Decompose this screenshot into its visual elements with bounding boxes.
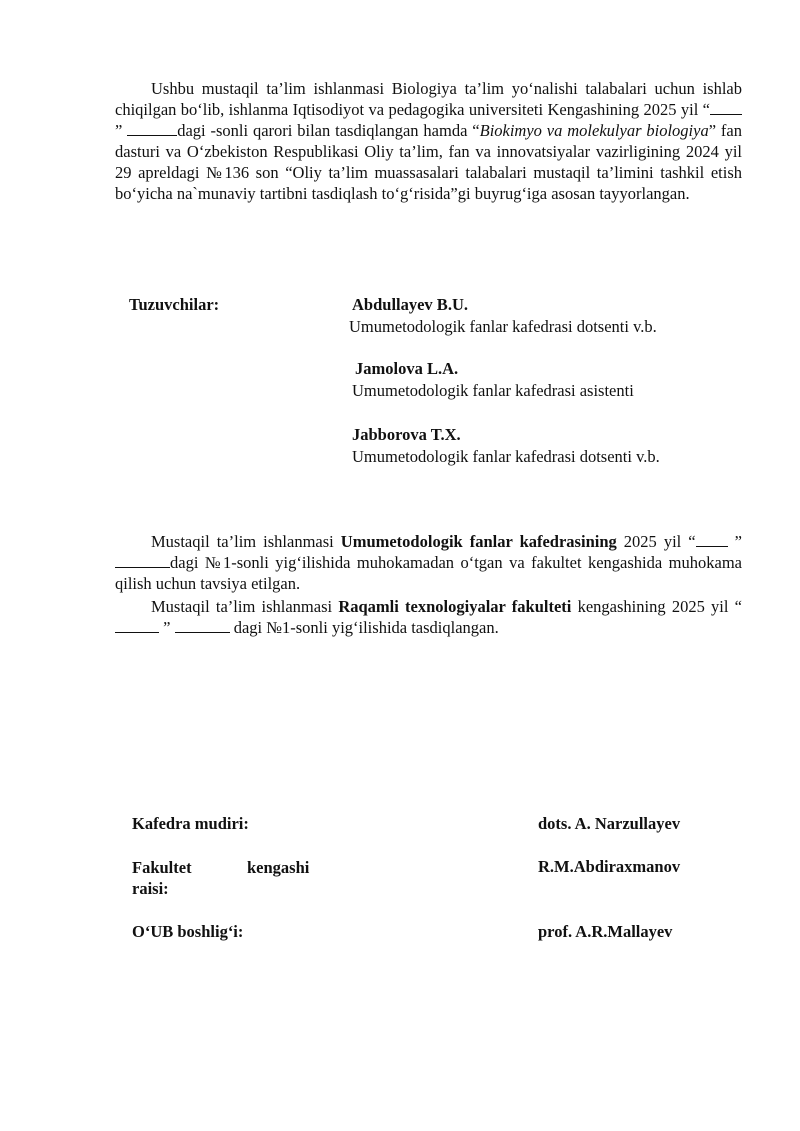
discussion-text-1: Mustaqil ta’lim ishlanmasi xyxy=(151,532,341,551)
month-blank xyxy=(175,618,230,633)
approval-text-4: dagi №1-sonli yig‘ilishida tasdiqlangan. xyxy=(229,618,499,637)
month-blank xyxy=(115,553,170,568)
authors-label: Tuzuvchilar: xyxy=(129,295,220,314)
author-role-1: Umumetodologik fanlar kafedrasi dotsenti v.b. xyxy=(349,317,657,336)
discussion-text-4: dagi №1-sonli yig‘ilishida muhokamadan o‘tgan va fakultet kengashida muhokama qilish uchun tavsiya etilgan. xyxy=(115,553,742,593)
author-name-2: Jamolova L.A. xyxy=(355,359,459,378)
intro-text-2: ” xyxy=(115,121,128,140)
course-name: Biokimyo va molekulyar biologiya xyxy=(479,121,709,140)
council-label-word-1: Fakultet xyxy=(132,858,192,877)
discussion-text-3: ” xyxy=(727,532,743,551)
discussion-paragraph xyxy=(115,531,742,594)
day-blank xyxy=(115,618,159,633)
intro-text-1: Ushbu mustaqil ta’lim ishlanmasi Biologiya ta’lim yo‘nalishi talabalari uchun ishlab chiqilgan bo‘lib, ishlanma Iqtisodiyot va pedagogika universiteti Kengashining 2025 yil “ xyxy=(115,79,742,119)
faculty-name: Raqamli texnologiyalar fakulteti xyxy=(338,597,572,616)
intro-text-3: dagi -sonli qarori bilan tasdiqlangan hamda “ xyxy=(177,121,480,140)
discussion-text-2: 2025 yil “ xyxy=(616,532,696,551)
council-label xyxy=(132,857,320,899)
approval-text-2: kengashining 2025 yil “ xyxy=(571,597,743,616)
intro-paragraph xyxy=(115,78,742,204)
department-name: Umumetodologik fanlar kafedrasining xyxy=(340,532,617,551)
oub-label: O‘UB boshlig‘i: xyxy=(132,922,244,941)
month-blank xyxy=(127,121,177,136)
intro-text-4: ” fan dasturi va O‘zbekiston Respublikasi Oliy ta’lim, fan va innovatsiyalar vazirligining 2024 yil 29 apreldagi №136 son “Oliy ta’lim muassasalari talabalari mustaqil ta’limini tashkil etish bo‘yicha na`munaviy tartibni tasdiqlash to‘g‘risida”gi buyrug‘iga asosan tayyorlangan. xyxy=(115,121,742,203)
approval-paragraph xyxy=(115,596,742,638)
author-name-3: Jabborova T.X. xyxy=(352,425,461,444)
day-blank xyxy=(710,100,742,115)
head-name: dots. A. Narzullayev xyxy=(538,814,681,833)
author-name-1: Abdullayev B.U. xyxy=(352,295,468,314)
council-name: R.M.Abdiraxmanov xyxy=(538,857,681,876)
council-label-word-2: kengashi xyxy=(247,858,310,877)
author-role-3: Umumetodologik fanlar kafedrasi dotsenti v.b. xyxy=(352,447,660,466)
author-role-2: Umumetodologik fanlar kafedrasi asistenti xyxy=(352,381,634,400)
day-blank xyxy=(696,532,728,547)
approval-text-1: Mustaqil ta’lim ishlanmasi xyxy=(151,597,339,616)
head-label: Kafedra mudiri: xyxy=(132,814,249,833)
council-label-word-3: raisi: xyxy=(132,879,169,898)
oub-name: prof. A.R.Mallayev xyxy=(538,922,673,941)
approval-text-3: ” xyxy=(159,618,175,637)
